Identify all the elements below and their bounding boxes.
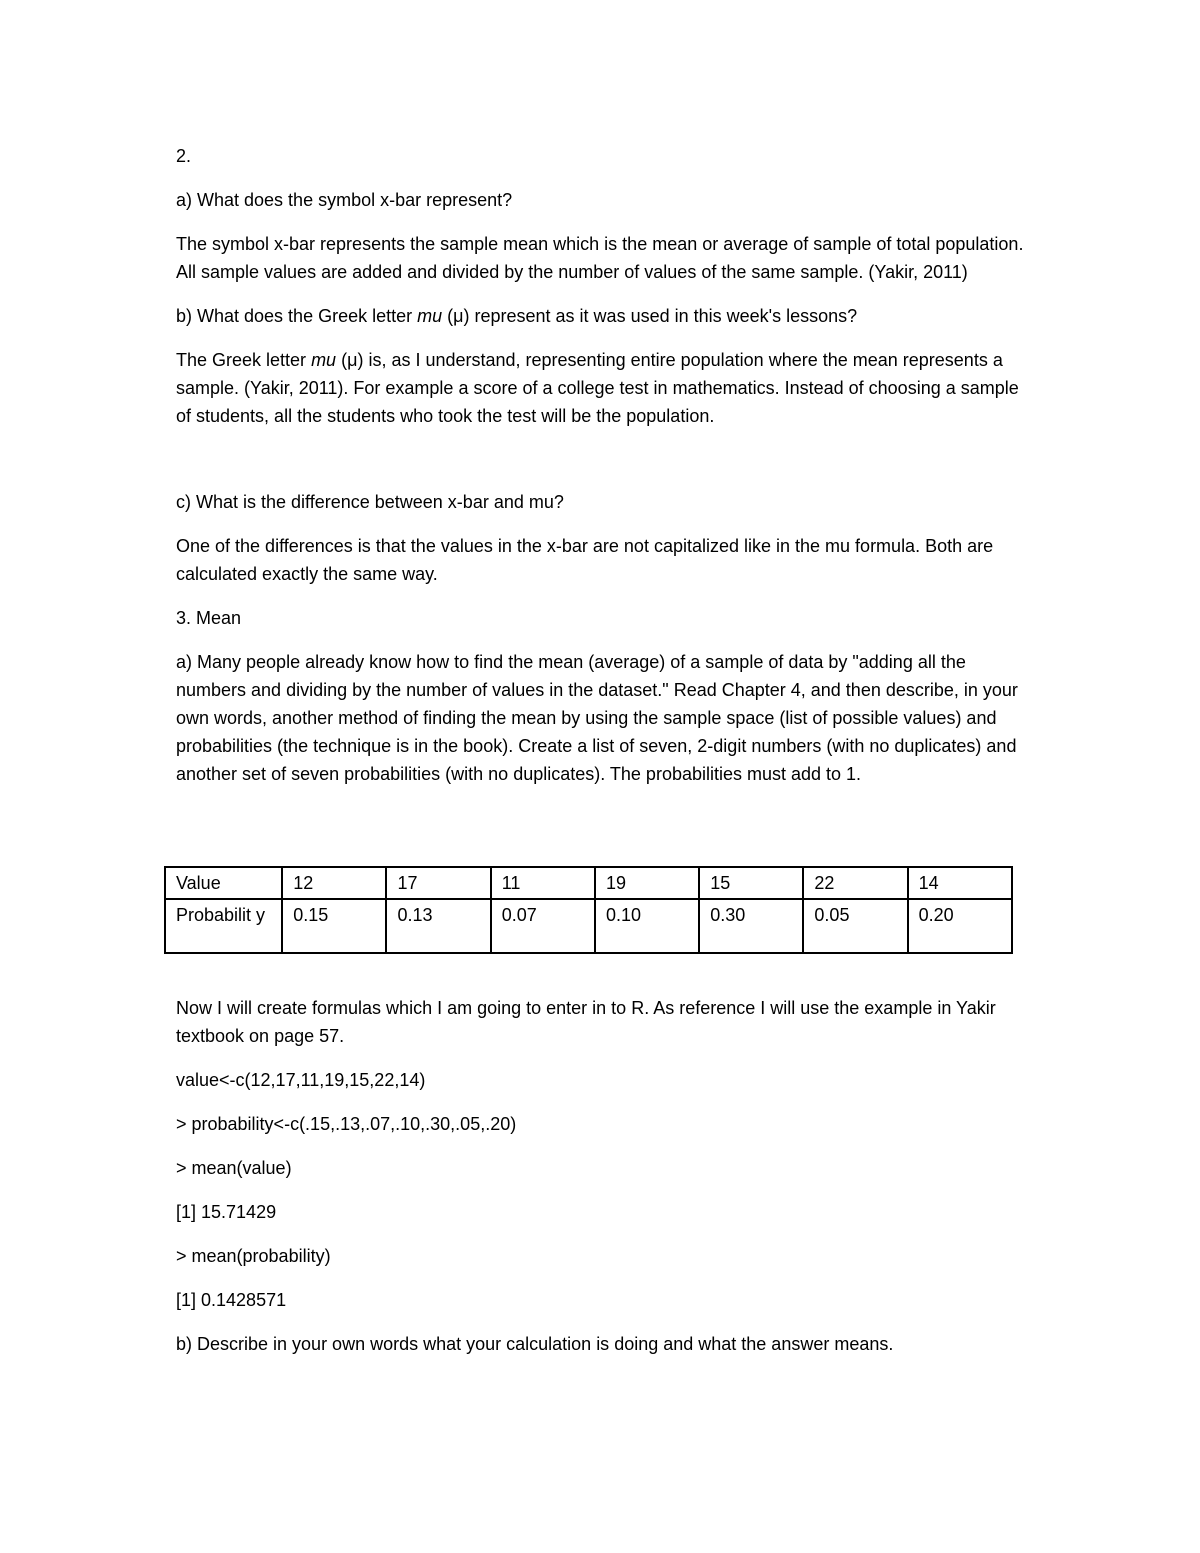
q2b-question-pre: b) What does the Greek letter <box>176 306 418 326</box>
table-cell-value: 19 <box>595 867 699 899</box>
r-output-line: [1] 15.71429 <box>176 1202 277 1222</box>
table-cell-probability: 0.05 <box>803 899 907 953</box>
table-cell-probability: 0.07 <box>491 899 595 953</box>
r-code-line: value<-c(12,17,11,19,15,22,14) <box>176 1070 426 1090</box>
q2b-answer <box>176 346 1026 430</box>
table-cell-value: 17 <box>386 867 490 899</box>
lower-section <box>176 994 1026 1358</box>
table-cell-probability: 0.13 <box>386 899 490 953</box>
table-cell-probability: 0.20 <box>908 899 1012 953</box>
q3-heading: 3. Mean <box>176 608 242 628</box>
q2-heading: 2. <box>176 146 192 166</box>
q3b-question: b) Describe in your own words what your calculation is doing and what the answer means. <box>176 1334 894 1354</box>
table-cell-probability: 0.15 <box>282 899 386 953</box>
q2c-answer: One of the differences is that the values in the x-bar are not capitalized like in the mu formula. Both are calculated exactly the same way. <box>176 536 994 584</box>
q2b-answer-post: (μ) is, as I understand, representing entire population where the mean represents a sample. (Yakir, 2011). For example a score of a college test in mathematics. Instead of choosing a sample of students, all the students who took the test will be the population. <box>176 350 1019 426</box>
r-code-line: > mean(probability) <box>176 1246 331 1266</box>
table-cell-value: 11 <box>491 867 595 899</box>
table-row-values <box>165 867 1012 899</box>
table-cell-value: 14 <box>908 867 1012 899</box>
table-cell-value: 12 <box>282 867 386 899</box>
upper-section <box>176 142 1026 788</box>
q2b-answer-mu: mu <box>311 350 337 370</box>
q2a-answer: The symbol x-bar represents the sample mean which is the mean or average of sample of total population. All sample values are added and divided by the number of values of the same sample. (Yakir, 2011) <box>176 234 1024 282</box>
table-cell-value: 22 <box>803 867 907 899</box>
r-output-line: [1] 0.1428571 <box>176 1290 287 1310</box>
q2b-question <box>176 302 1026 330</box>
table-header-value: Value <box>165 867 282 899</box>
q2b-answer-pre: The Greek letter <box>176 350 312 370</box>
r-intro: Now I will create formulas which I am going to enter in to R. As reference I will use the example in Yakir textbook on page 57. <box>176 998 996 1046</box>
table-cell-value: 15 <box>699 867 803 899</box>
q2c-question: c) What is the difference between x-bar and mu? <box>176 492 564 512</box>
q3a-question: a) Many people already know how to find the mean (average) of a sample of data by "adding all the numbers and dividing by the number of values in the dataset." Read Chapter 4, and then describe, in your own words, another method of finding the mean by using the sample space (list of possible values) and probabilities (the technique is in the book). Create a list of seven, 2-digit numbers (with no duplicates) and another set of seven probabilities (with no duplicates). The probabilities must add to 1. <box>176 652 1018 784</box>
table-cell-probability: 0.10 <box>595 899 699 953</box>
r-code-line: > probability<-c(.15,.13,.07,.10,.30,.05,.20) <box>176 1114 517 1134</box>
q2b-question-mu: mu <box>417 306 443 326</box>
table-row-probabilities <box>165 899 1012 953</box>
table-header-probability: Probabilit y <box>165 899 282 953</box>
probability-table <box>164 866 1013 954</box>
table-cell-probability: 0.30 <box>699 899 803 953</box>
q2a-question: a) What does the symbol x-bar represent? <box>176 190 513 210</box>
r-code-line: > mean(value) <box>176 1158 292 1178</box>
q2b-question-post: (μ) represent as it was used in this week's lessons? <box>442 306 858 326</box>
